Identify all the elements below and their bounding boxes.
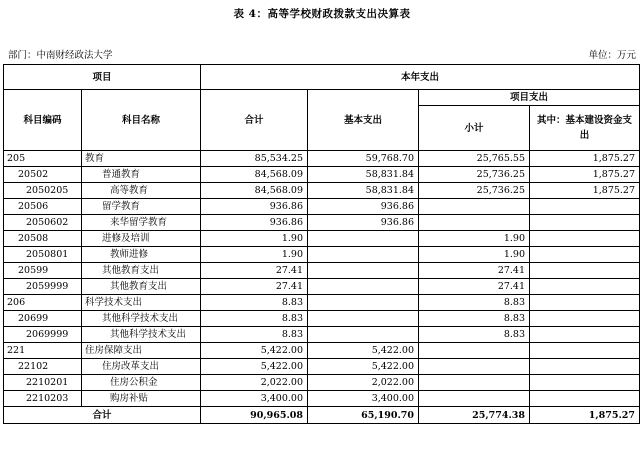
row-subtotal <box>419 391 530 407</box>
row-infra <box>530 311 640 327</box>
row-infra <box>530 359 640 375</box>
row-code: 20699 <box>4 311 82 327</box>
row-infra <box>530 343 640 359</box>
row-infra: 1,875.27 <box>530 167 640 183</box>
table-row <box>4 343 640 359</box>
row-name: 住房公积金 <box>82 375 201 391</box>
row-infra <box>530 391 640 407</box>
row-subtotal: 1.90 <box>419 247 530 263</box>
grand-total-subtotal: 25,774.38 <box>419 407 530 424</box>
row-infra <box>530 247 640 263</box>
row-subtotal: 1.90 <box>419 231 530 247</box>
row-subtotal: 25,736.25 <box>419 167 530 183</box>
page-title: 表 4：高等学校财政拨款支出决算表 <box>233 8 411 20</box>
row-total: 5,422.00 <box>201 359 308 375</box>
row-total: 8.83 <box>201 311 308 327</box>
grand-total-total: 90,965.08 <box>201 407 308 424</box>
row-basic <box>308 295 419 311</box>
row-code: 20508 <box>4 231 82 247</box>
row-basic <box>308 263 419 279</box>
row-subtotal: 27.41 <box>419 263 530 279</box>
row-name: 普通教育 <box>82 167 201 183</box>
row-code: 2050205 <box>4 183 82 199</box>
row-total: 2,022.00 <box>201 375 308 391</box>
header-subtotal: 小计 <box>419 106 530 151</box>
row-subtotal: 8.83 <box>419 327 530 343</box>
row-infra <box>530 231 640 247</box>
table-row <box>4 311 640 327</box>
header-annual: 本年支出 <box>201 65 640 90</box>
department-label: 部门：中南财经政法大学 <box>8 50 113 61</box>
row-name: 其他科学技术支出 <box>82 327 201 343</box>
row-name: 教育 <box>82 151 201 167</box>
row-basic: 5,422.00 <box>308 343 419 359</box>
row-basic: 5,422.00 <box>308 359 419 375</box>
row-basic: 936.86 <box>308 215 419 231</box>
row-total: 5,422.00 <box>201 343 308 359</box>
row-subtotal <box>419 215 530 231</box>
header-basic: 基本支出 <box>308 90 419 151</box>
row-infra <box>530 215 640 231</box>
row-basic: 59,768.70 <box>308 151 419 167</box>
expenditure-table <box>3 64 640 424</box>
row-basic <box>308 311 419 327</box>
table-row <box>4 279 640 295</box>
row-code: 206 <box>4 295 82 311</box>
table-row <box>4 263 640 279</box>
row-code: 205 <box>4 151 82 167</box>
table-row <box>4 295 640 311</box>
row-infra <box>530 375 640 391</box>
table-row <box>4 151 640 167</box>
header-project-expense: 项目支出 <box>419 90 640 106</box>
row-name: 其他科学技术支出 <box>82 311 201 327</box>
row-name: 高等教育 <box>82 183 201 199</box>
header-name: 科目名称 <box>82 90 201 151</box>
table-row <box>4 231 640 247</box>
row-total: 936.86 <box>201 215 308 231</box>
row-basic: 936.86 <box>308 199 419 215</box>
header-code: 科目编码 <box>4 90 82 151</box>
row-name: 教师进修 <box>82 247 201 263</box>
row-basic: 58,831.84 <box>308 183 419 199</box>
row-basic <box>308 231 419 247</box>
row-name: 留学教育 <box>82 199 201 215</box>
table-row <box>4 199 640 215</box>
row-basic: 3,400.00 <box>308 391 419 407</box>
row-subtotal: 25,765.55 <box>419 151 530 167</box>
row-infra <box>530 295 640 311</box>
row-basic <box>308 327 419 343</box>
unit-label: 单位：万元 <box>588 50 636 61</box>
grand-total-infra: 1,875.27 <box>530 407 640 424</box>
row-code: 22102 <box>4 359 82 375</box>
row-code: 2050602 <box>4 215 82 231</box>
row-infra <box>530 199 640 215</box>
row-code: 20506 <box>4 199 82 215</box>
row-subtotal <box>419 343 530 359</box>
row-code: 221 <box>4 343 82 359</box>
table-row <box>4 167 640 183</box>
row-total: 27.41 <box>201 263 308 279</box>
table-row <box>4 375 640 391</box>
row-subtotal <box>419 359 530 375</box>
row-code: 2210203 <box>4 391 82 407</box>
row-total: 1.90 <box>201 231 308 247</box>
row-total: 8.83 <box>201 295 308 311</box>
row-code: 20599 <box>4 263 82 279</box>
row-subtotal: 27.41 <box>419 279 530 295</box>
row-code: 2210201 <box>4 375 82 391</box>
row-total: 27.41 <box>201 279 308 295</box>
row-subtotal <box>419 199 530 215</box>
row-total: 85,534.25 <box>201 151 308 167</box>
row-name: 其他教育支出 <box>82 279 201 295</box>
table-row <box>4 359 640 375</box>
grand-total-basic: 65,190.70 <box>308 407 419 424</box>
row-total: 936.86 <box>201 199 308 215</box>
row-name: 进修及培训 <box>82 231 201 247</box>
row-infra: 1,875.27 <box>530 151 640 167</box>
table-row <box>4 215 640 231</box>
row-name: 来华留学教育 <box>82 215 201 231</box>
table-row <box>4 327 640 343</box>
row-basic <box>308 247 419 263</box>
row-name: 住房保障支出 <box>82 343 201 359</box>
header-total: 合计 <box>201 90 308 151</box>
header-infra: 其中：基本建设资金支出 <box>530 106 640 151</box>
row-infra <box>530 279 640 295</box>
row-basic <box>308 279 419 295</box>
row-name: 科学技术支出 <box>82 295 201 311</box>
row-code: 2050801 <box>4 247 82 263</box>
table-row <box>4 247 640 263</box>
row-total: 8.83 <box>201 327 308 343</box>
row-infra <box>530 327 640 343</box>
row-total: 3,400.00 <box>201 391 308 407</box>
row-subtotal: 8.83 <box>419 311 530 327</box>
row-total: 1.90 <box>201 247 308 263</box>
row-name: 购房补贴 <box>82 391 201 407</box>
row-basic: 58,831.84 <box>308 167 419 183</box>
row-subtotal <box>419 375 530 391</box>
row-infra <box>530 263 640 279</box>
row-name: 其他教育支出 <box>82 263 201 279</box>
row-name: 住房改革支出 <box>82 359 201 375</box>
grand-total-row <box>4 407 640 424</box>
row-basic: 2,022.00 <box>308 375 419 391</box>
row-subtotal: 8.83 <box>419 295 530 311</box>
header-item: 项目 <box>4 65 201 90</box>
grand-total-label: 合计 <box>4 407 201 424</box>
row-code: 2069999 <box>4 327 82 343</box>
table-row <box>4 183 640 199</box>
row-code: 2059999 <box>4 279 82 295</box>
table-row <box>4 391 640 407</box>
row-total: 84,568.09 <box>201 183 308 199</box>
row-infra: 1,875.27 <box>530 183 640 199</box>
row-code: 20502 <box>4 167 82 183</box>
row-subtotal: 25,736.25 <box>419 183 530 199</box>
row-total: 84,568.09 <box>201 167 308 183</box>
